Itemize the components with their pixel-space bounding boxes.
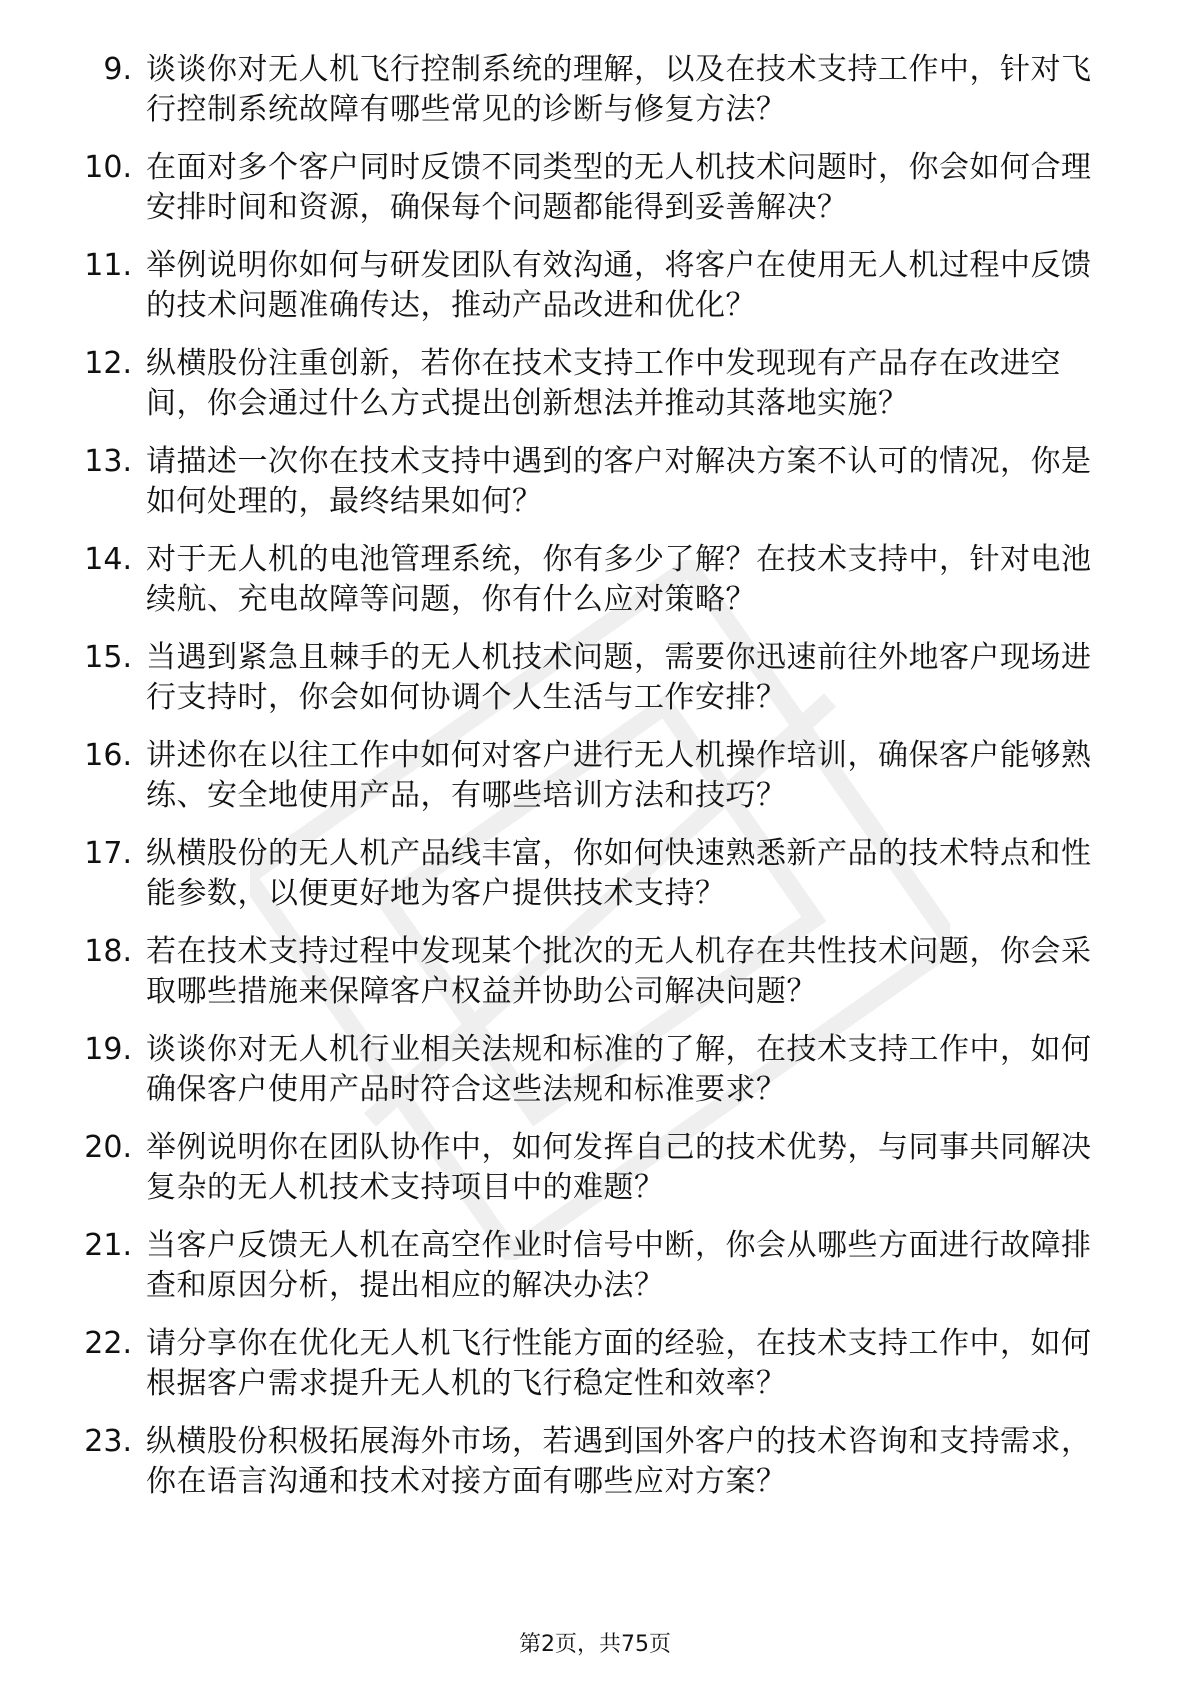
question-text: 当遇到紧急且棘手的无人机技术问题，需要你迅速前往外地客户现场进行支持时，你会如何协调个人生活与工作安排？ — [146, 640, 1092, 715]
question-number: 23. — [84, 1424, 132, 1459]
question-number: 18. — [84, 934, 132, 969]
list-item — [0, 736, 1190, 834]
list-item — [0, 932, 1190, 1030]
list-item — [0, 1030, 1190, 1128]
question-number: 17. — [84, 836, 132, 871]
question-text: 谈谈你对无人机行业相关法规和标准的了解，在技术支持工作中，如何确保客户使用产品时符合这些法规和标准要求？ — [146, 1032, 1092, 1107]
question-number: 15. — [84, 640, 132, 675]
list-item — [0, 246, 1190, 344]
question-text: 若在技术支持过程中发现某个批次的无人机存在共性技术问题，你会采取哪些措施来保障客户权益并协助公司解决问题？ — [146, 934, 1092, 1009]
question-text: 举例说明你在团队协作中，如何发挥自己的技术优势，与同事共同解决复杂的无人机技术支持项目中的难题？ — [146, 1130, 1092, 1205]
list-item — [0, 540, 1190, 638]
list-item — [0, 834, 1190, 932]
question-number: 11. — [84, 248, 132, 283]
list-item — [0, 1422, 1190, 1520]
list-item — [0, 638, 1190, 736]
question-number: 20. — [84, 1130, 132, 1165]
list-item — [0, 442, 1190, 540]
question-number: 12. — [84, 346, 132, 381]
list-item — [0, 1128, 1190, 1226]
question-text: 请描述一次你在技术支持中遇到的客户对解决方案不认可的情况，你是如何处理的，最终结果如何？ — [146, 444, 1092, 519]
list-item — [0, 148, 1190, 246]
list-item — [0, 344, 1190, 442]
question-list — [0, 50, 1190, 1520]
question-text: 讲述你在以往工作中如何对客户进行无人机操作培训，确保客户能够熟练、安全地使用产品，有哪些培训方法和技巧？ — [146, 738, 1092, 813]
question-text: 举例说明你如何与研发团队有效沟通，将客户在使用无人机过程中反馈的技术问题准确传达，推动产品改进和优化？ — [146, 248, 1092, 323]
page-footer: 第2页，共75页 — [519, 1632, 671, 1657]
question-number: 14. — [84, 542, 132, 577]
question-number: 21. — [84, 1228, 132, 1263]
question-number: 9. — [103, 52, 132, 87]
question-number: 22. — [84, 1326, 132, 1361]
question-text: 对于无人机的电池管理系统，你有多少了解？在技术支持中，针对电池续航、充电故障等问题，你有什么应对策略？ — [146, 542, 1092, 617]
question-text: 纵横股份注重创新，若你在技术支持工作中发现现有产品存在改进空间，你会通过什么方式提出创新想法并推动其落地实施？ — [146, 346, 1061, 421]
list-item — [0, 1324, 1190, 1422]
list-item — [0, 1226, 1190, 1324]
question-text: 请分享你在优化无人机飞行性能方面的经验，在技术支持工作中，如何根据客户需求提升无人机的飞行稳定性和效率？ — [146, 1326, 1092, 1401]
question-number: 16. — [84, 738, 132, 773]
question-text: 谈谈你对无人机飞行控制系统的理解，以及在技术支持工作中，针对飞行控制系统故障有哪些常见的诊断与修复方法？ — [146, 52, 1092, 127]
question-text: 纵横股份的无人机产品线丰富，你如何快速熟悉新产品的技术特点和性能参数，以便更好地为客户提供技术支持？ — [146, 836, 1092, 911]
question-number: 19. — [84, 1032, 132, 1067]
question-number: 10. — [84, 150, 132, 185]
question-text: 在面对多个客户同时反馈不同类型的无人机技术问题时，你会如何合理安排时间和资源，确保每个问题都能得到妥善解决？ — [146, 150, 1092, 225]
list-item — [0, 50, 1190, 148]
question-text: 纵横股份积极拓展海外市场，若遇到国外客户的技术咨询和支持需求，你在语言沟通和技术对接方面有哪些应对方案？ — [146, 1424, 1092, 1499]
question-number: 13. — [84, 444, 132, 479]
question-text: 当客户反馈无人机在高空作业时信号中断，你会从哪些方面进行故障排查和原因分析，提出相应的解决办法？ — [146, 1228, 1092, 1303]
